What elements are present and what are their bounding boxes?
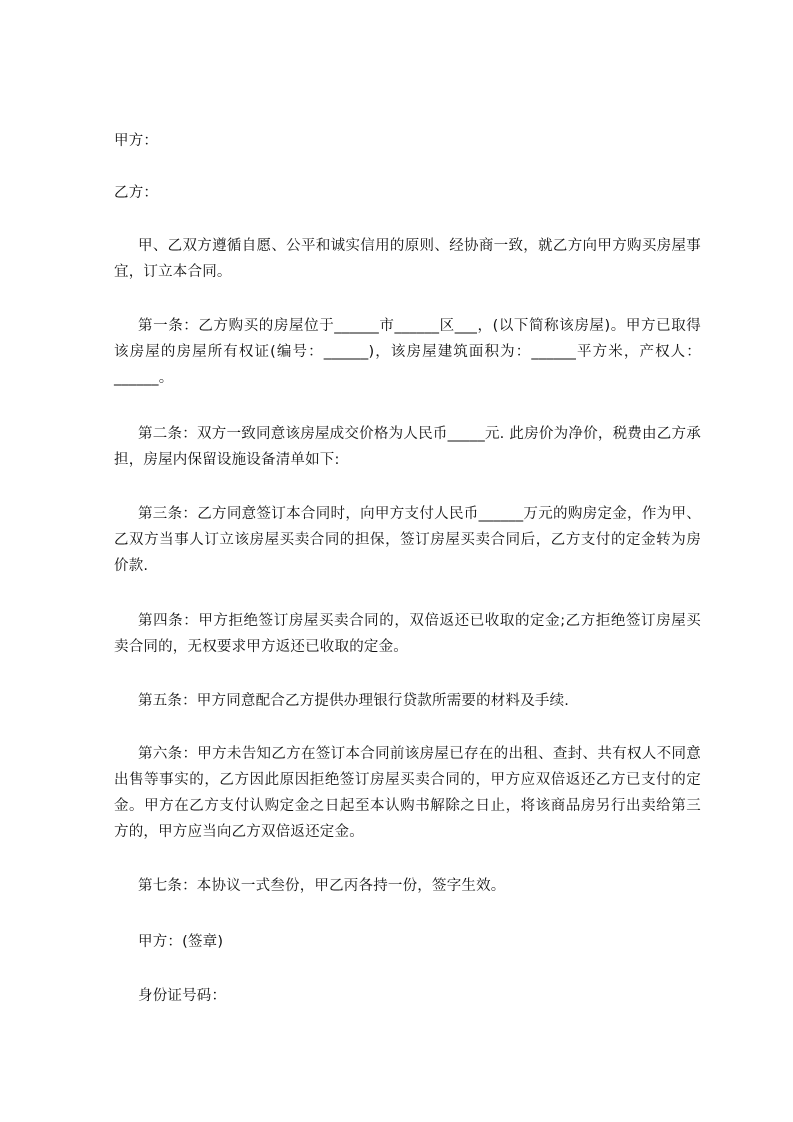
party-b-label: 乙方： <box>114 185 159 201</box>
party-a-label: 甲方： <box>114 133 159 149</box>
article-3: 第三条：乙方同意签订本合同时，向甲方支付人民币______万元的购房定金，作为甲、乙双方当事人订立该房屋买卖合同的担保，签订房屋买卖合同后，乙方支付的定金转为房价款. <box>114 506 701 574</box>
contract-intro: 甲、乙双方遵循自愿、公平和诚实信用的原则、经协商一致，就乙方向甲方购买房屋事宜，订立本合同。 <box>114 238 701 280</box>
id-number-label: 身份证号码： <box>138 988 227 1004</box>
party-a-signature: 甲方：(签章) <box>138 934 224 950</box>
article-2: 第二条：双方一致同意该房屋成交价格为人民币_____元. 此房价为净价，税费由乙方承担，房屋内保留设施设备清单如下: <box>114 426 701 468</box>
article-4: 第四条：甲方拒绝签订房屋买卖合同的，双倍返还已收取的定金;乙方拒绝签订房屋买卖合同的，无权要求甲方返还已收取的定金。 <box>114 613 701 655</box>
article-7: 第七条：本协议一式叁份，甲乙丙各持一份，签字生效。 <box>138 878 506 894</box>
article-5: 第五条：甲方同意配合乙方提供办理银行贷款所需要的材料及手续. <box>138 693 570 709</box>
article-1: 第一条：乙方购买的房屋位于______市______区___，(以下简称该房屋)。甲方已取得该房屋的房屋所有权证(编号：______)，该房屋建筑面积为：______平方米，产权人：______。 <box>114 318 701 386</box>
article-6: 第六条：甲方未告知乙方在签订本合同前该房屋已存在的出租、查封、共有权人不同意出售等事实的，乙方因此原因拒绝签订房屋买卖合同的，甲方应双倍返还乙方已支付的定金。甲方在乙方支付认购定金之日起至本认购书解除之日止，将该商品房另行出卖给第三方的，甲方应当向乙方双倍返还定金。 <box>114 746 701 840</box>
